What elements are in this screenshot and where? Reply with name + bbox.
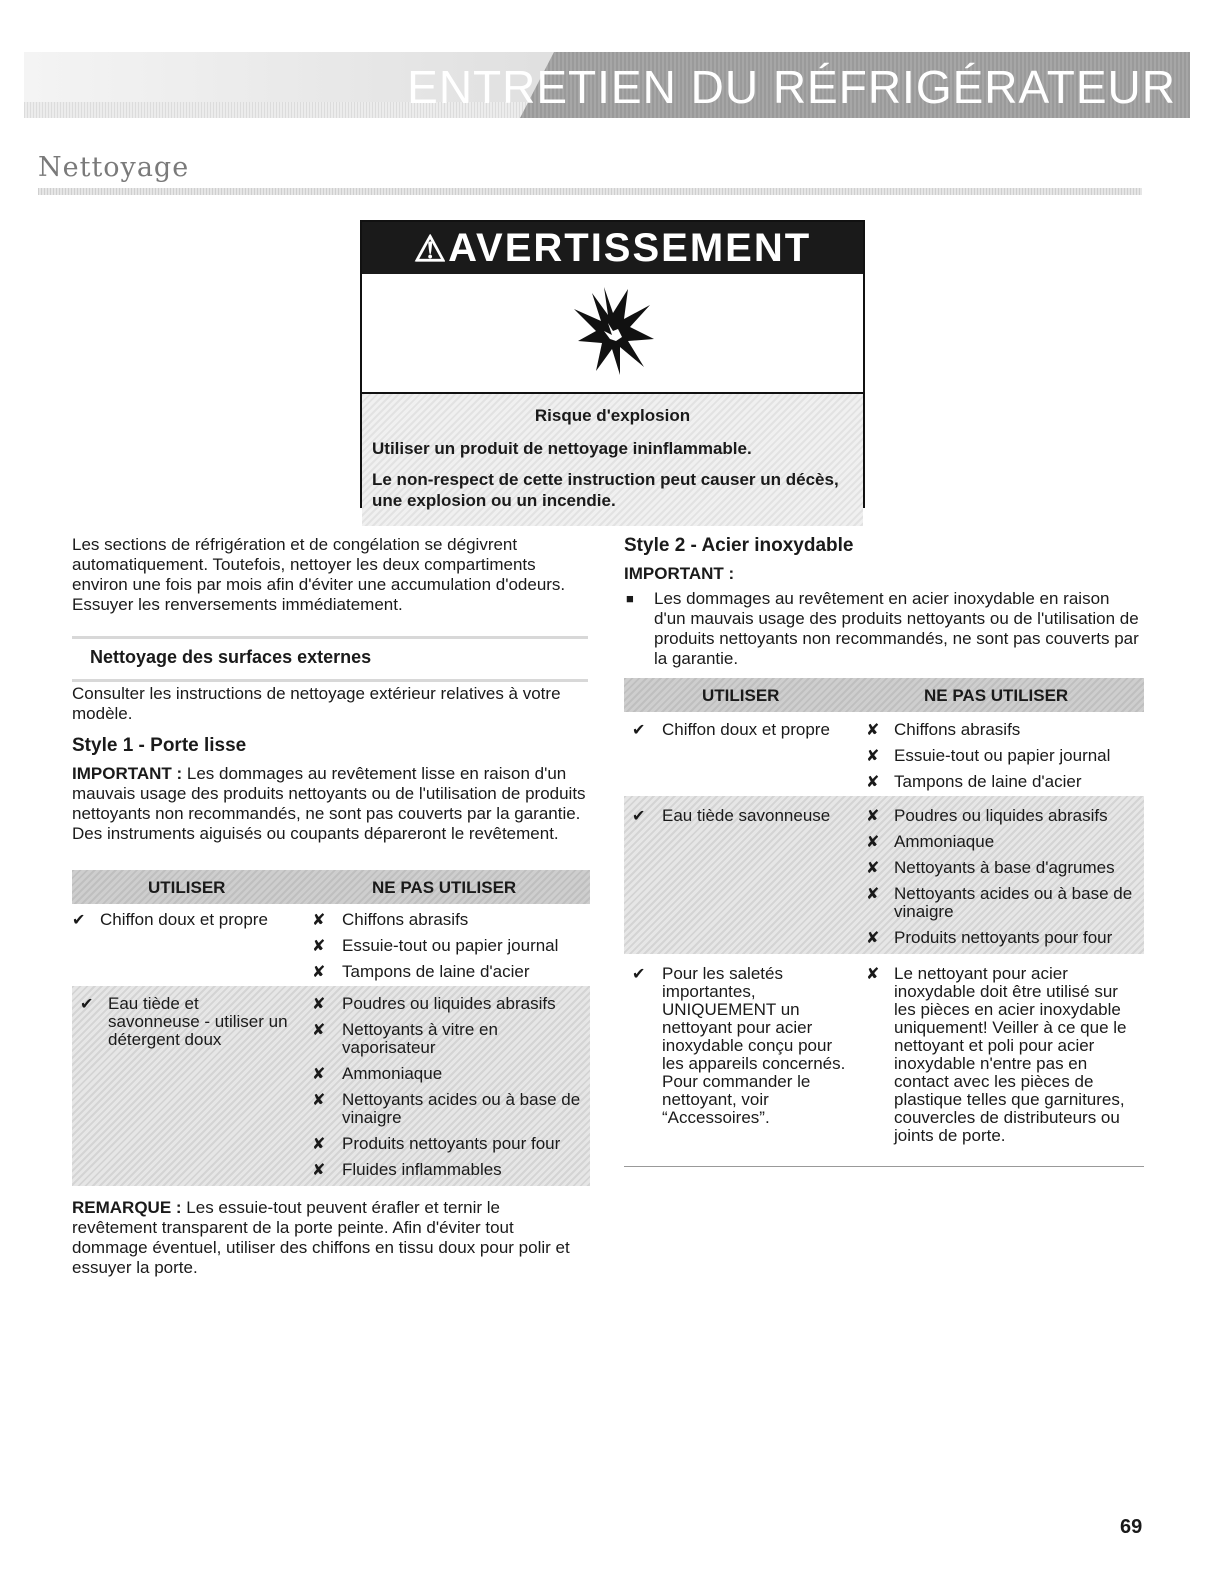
check-icon: ✔ [72,912,86,929]
cross-icon: ✘ [312,938,326,955]
cross-icon: ✘ [866,860,880,877]
cross-icon: ✘ [866,886,880,903]
style1-important [72,764,588,844]
cross-icon: ✘ [312,964,326,981]
section-title: Nettoyage [38,152,190,183]
page-number: 69 [1120,1516,1143,1538]
remark-paragraph [72,1198,588,1278]
style2-dont-1-3: Tampons de laine d'acier [894,772,1082,791]
warning-box [360,220,865,508]
external-heading: Nettoyage des surfaces externes [90,647,372,667]
check-icon: ✔ [632,808,646,825]
section-rule [38,188,1142,195]
style1-dont-2-4: Nettoyants acides ou à base de vinaigre [342,1090,581,1127]
warning-header [362,222,863,274]
style1-dont-2-1: Poudres ou liquides abrasifs [342,994,556,1013]
style2-col-use: UTILISER [702,686,780,705]
style1-heading: Style 1 - Porte lisse [72,735,247,756]
check-icon: ✔ [632,722,646,739]
check-icon: ✔ [80,996,94,1013]
cross-icon: ✘ [312,1092,326,1109]
style2-use-2: Eau tiède savonneuse [662,806,831,825]
style1-dont-1-3: Tampons de laine d'acier [342,962,530,981]
header-banner [24,52,1190,118]
style2-dont-2-4: Nettoyants acides ou à base de vinaigre [894,884,1133,921]
style2-dont-1-2: Essuie-tout ou papier journal [894,746,1111,765]
cross-icon: ✘ [866,808,880,825]
bullet-icon: ■ [626,591,634,606]
style2-table [624,678,1144,1168]
warning-line-1: Utiliser un produit de nettoyage ininflammable. [372,439,752,458]
cross-icon: ✘ [866,774,880,791]
style2-dont-2-5: Produits nettoyants pour four [894,928,1113,947]
style2-table-bottom-rule [624,1166,1144,1167]
warning-body [362,394,863,526]
style1-dont-2-3: Ammoniaque [342,1064,443,1083]
warning-subtitle: Risque d'explosion [534,406,691,425]
remark-text: Les essuie-tout peuvent érafler et ternir le revêtement transparent de la porte peinte. Afin d'éviter tout dommage éventuel, utiliser des chiffons en tissu doux pour polir et essuyer la porte. [72,1198,570,1277]
external-heading-bar [72,636,588,682]
cross-icon: ✘ [312,1022,326,1039]
style2-dont-2-1: Poudres ou liquides abrasifs [894,806,1108,825]
style1-col-dont: NE PAS UTILISER [372,878,517,897]
cross-icon: ✘ [866,834,880,851]
cross-icon: ✘ [866,722,880,739]
cross-icon: ✘ [866,930,880,947]
remark-label: REMARQUE : [72,1198,182,1217]
cross-icon: ✘ [312,1066,326,1083]
style1-table [72,870,590,1186]
style2-dont-2-2: Ammoniaque [894,832,995,851]
cross-icon: ✘ [866,966,880,983]
style1-table-header [72,870,590,904]
style2-dont-1-1: Chiffons abrasifs [894,720,1021,739]
style2-dont-2-3: Nettoyants à base d'agrumes [894,858,1115,877]
style1-dont-1-2: Essuie-tout ou papier journal [342,936,559,955]
warning-line-2: Le non-respect de cette instruction peut causer un décès, une explosion ou un incendie. [372,470,839,510]
external-text: Consulter les instructions de nettoyage extérieur relatives à votre modèle. [72,684,561,723]
style1-use-1: Chiffon doux et propre [100,910,268,929]
style1-important-label: IMPORTANT : [72,764,183,783]
cross-icon: ✘ [312,1136,326,1153]
cross-icon: ✘ [866,748,880,765]
style2-dont-3: Le nettoyant pour acier inoxydable doit être utilisé sur les pièces en acier inoxydable uniquement! Veiller à ce que le nettoyant et poli pour acier inoxydable n'entre pas en contact avec les pièces de plastique telles que garnitures, couvercles de distributeurs ou joints de porte. [894,964,1127,1145]
style2-bullet-text: Les dommages au revêtement en acier inoxydable en raison d'un mauvais usage des produits nettoyants ou de l'utilisation de produits nettoyants non recommandés, ne sont pas couverts par la garantie. [654,589,1139,668]
style2-use-1: Chiffon doux et propre [662,720,830,739]
check-icon: ✔ [632,966,646,983]
chapter-title: ENTRETIEN DU RÉFRIGÉRATEUR [407,61,1176,113]
explosion-icon [362,274,863,394]
style1-dont-2-2: Nettoyants à vitre en vaporisateur [342,1020,498,1057]
intro-paragraph: Les sections de réfrigération et de congélation se dégivrent automatiquement. Toutefois, nettoyer les deux compartiments environ une fois par mois afin d'éviter une accumulation d'odeurs. Essuyer les renversements immédiatement. [72,535,566,614]
warning-heading: AVERTISSEMENT [448,226,812,270]
style2-use-3: Pour les saletés importantes, UNIQUEMENT un nettoyant pour acier inoxydable conçu pour les appareils concernés. Pour commander le nettoyant, voir “Accessoires”. [662,964,846,1127]
cross-icon: ✘ [312,1162,326,1179]
style1-use-2: Eau tiède et savonneuse - utiliser un détergent doux [108,994,288,1049]
style1-dont-2-6: Fluides inflammables [342,1160,502,1179]
cross-icon: ✘ [312,912,326,929]
style1-dont-1-1: Chiffons abrasifs [342,910,469,929]
style1-col-use: UTILISER [148,878,226,897]
style1-important-text: Les dommages au revêtement lisse en raison d'un mauvais usage des produits nettoyants ou de l'utilisation de produits nettoyants non recommandés, ne sont pas couverts par la garantie. Des instruments aiguisés ou coupants dépareront le revêtement. [72,764,586,843]
cross-icon: ✘ [312,996,326,1013]
style2-col-dont: NE PAS UTILISER [924,686,1069,705]
warning-triangle-icon: ⚠ [413,228,449,269]
style2-important-label: IMPORTANT : [624,564,735,583]
style2-heading: Style 2 - Acier inoxydable [624,535,854,556]
style1-dont-2-5: Produits nettoyants pour four [342,1134,561,1153]
style2-table-header [624,678,1144,712]
